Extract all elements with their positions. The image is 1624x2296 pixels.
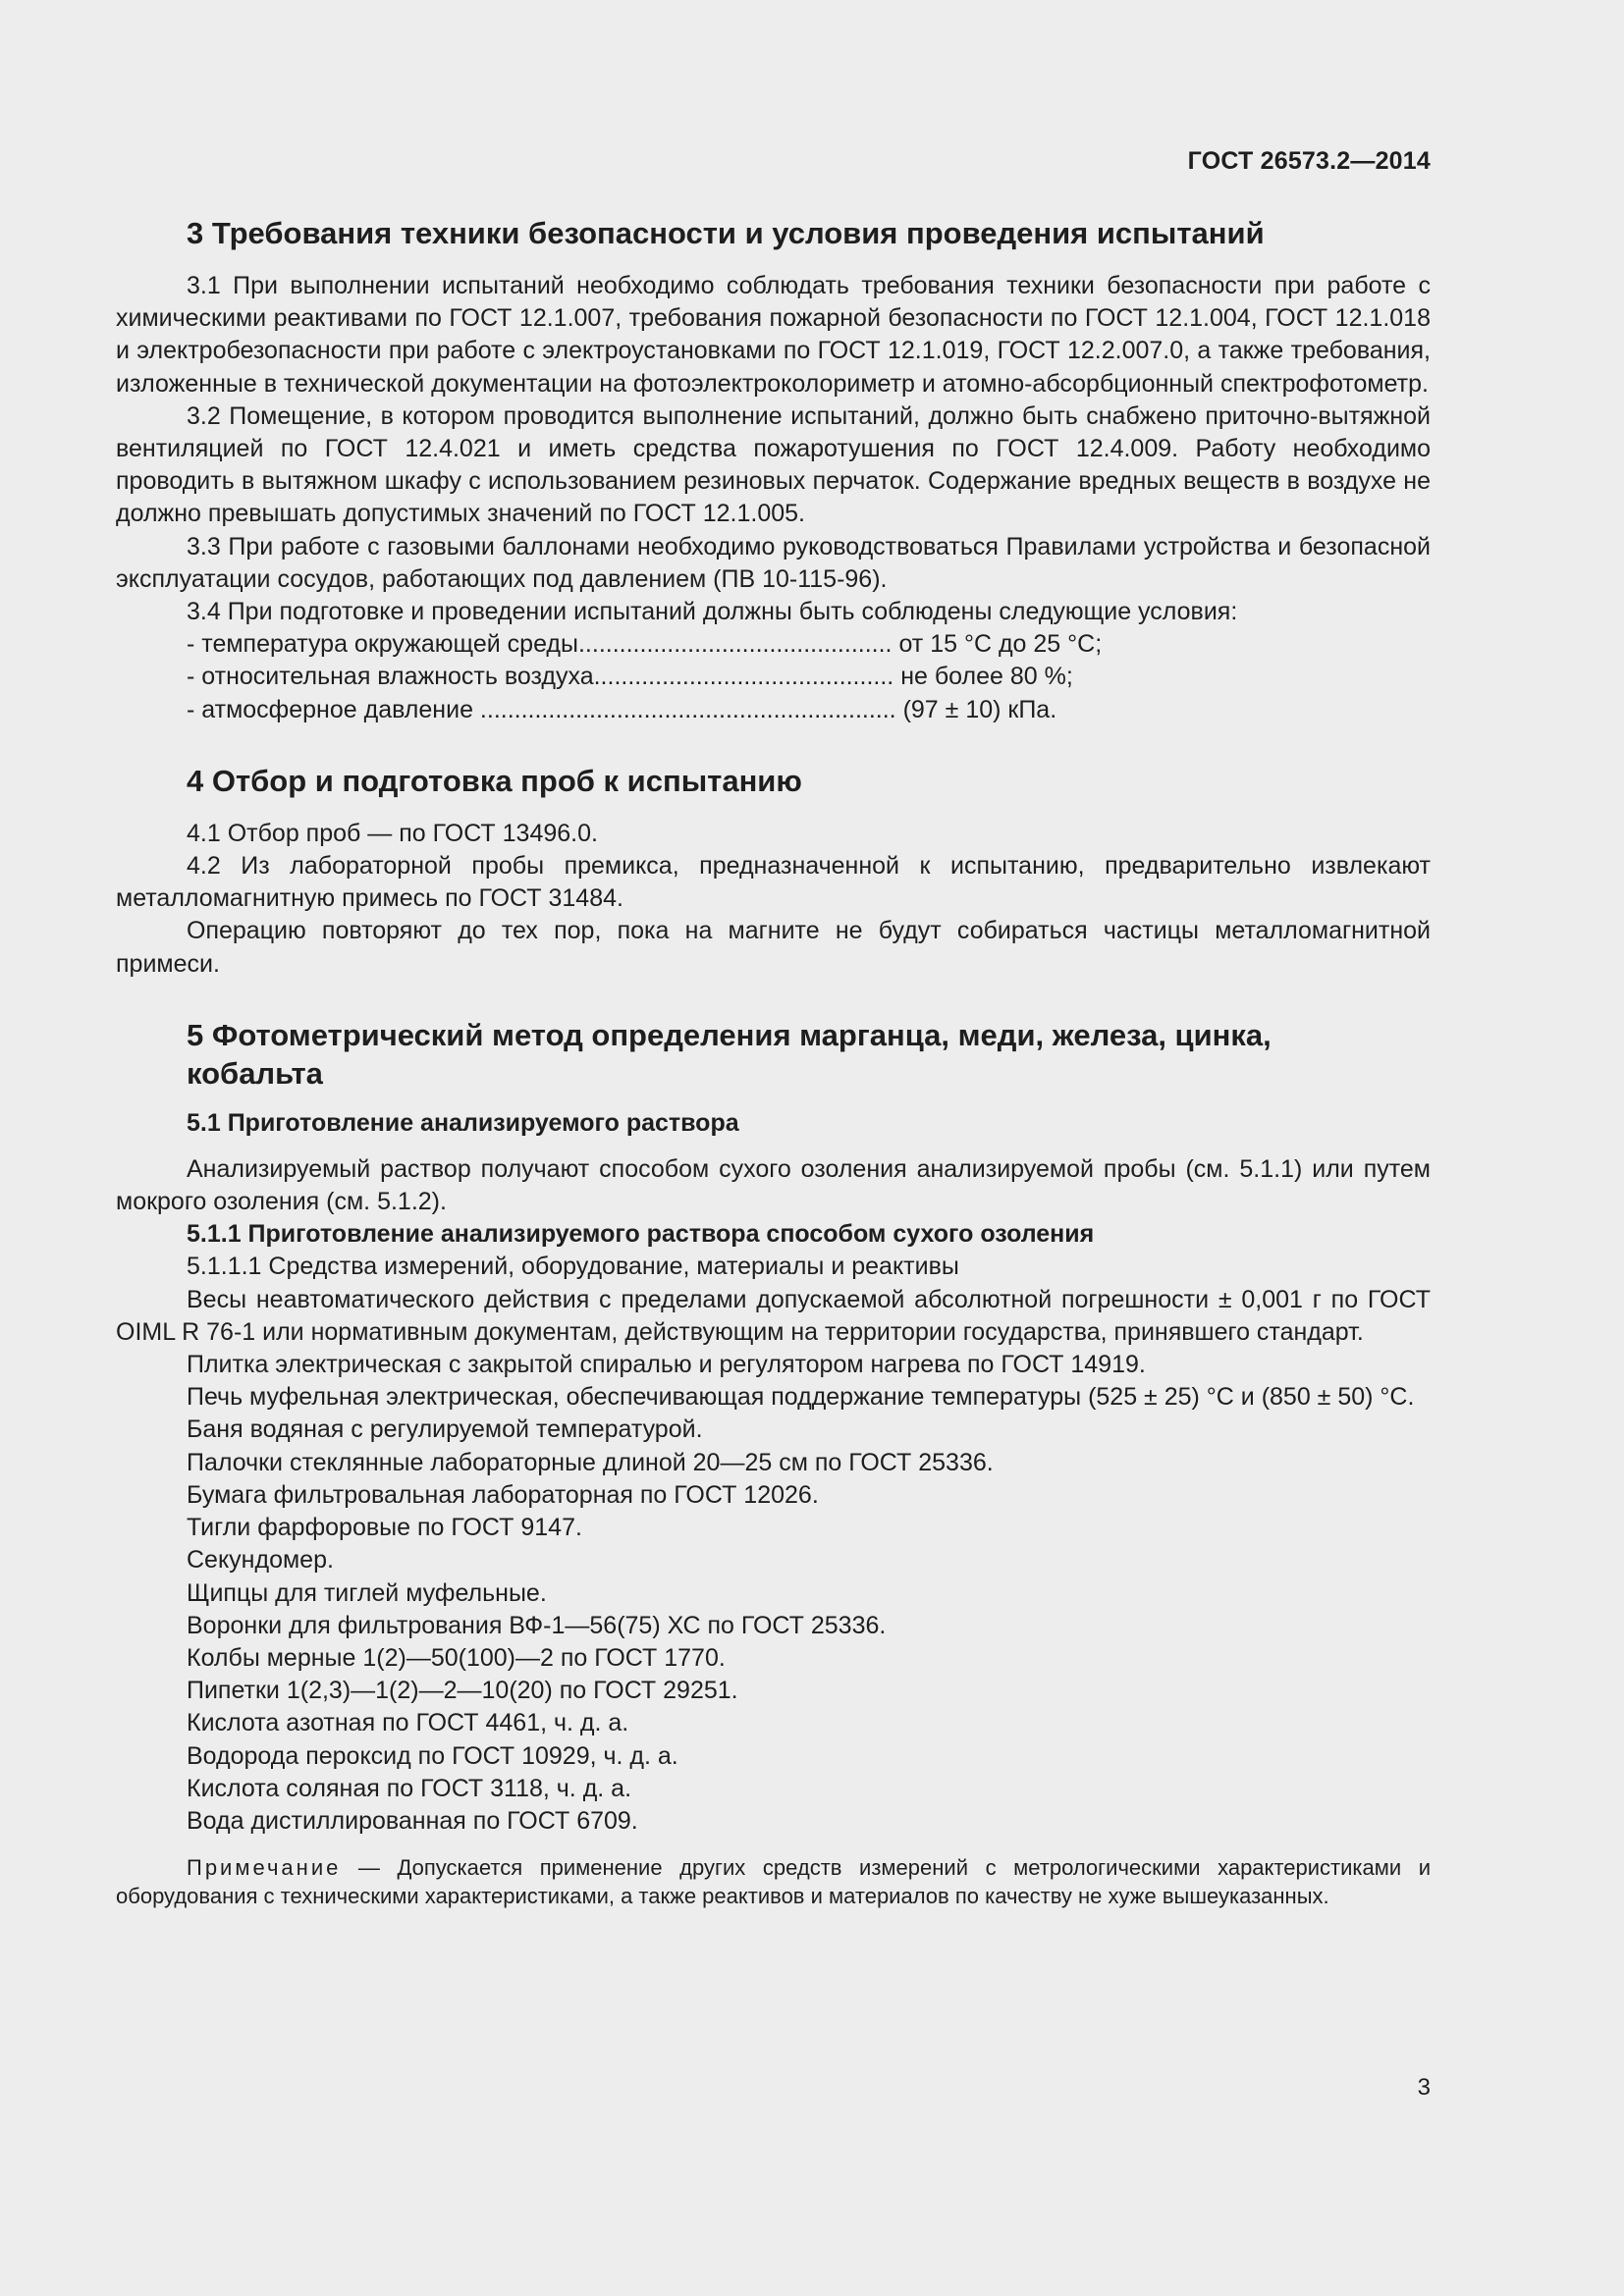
leader-dots: ............................................................. bbox=[479, 695, 896, 723]
list-item: Баня водяная с регулируемой температурой. bbox=[187, 1415, 703, 1444]
list-item: Воронки для фильтрования ВФ-1—56(75) ХС по ГОСТ 25336. bbox=[187, 1611, 887, 1639]
leader-dots: .............................................. bbox=[577, 630, 893, 659]
condition-value: не более 80 %; bbox=[900, 663, 1073, 691]
list-item: Колбы мерные 1(2)—50(100)—2 по ГОСТ 1770. bbox=[187, 1643, 726, 1672]
paragraph-3-3: 3.3 При работе с газовыми баллонами необходимо руководствоваться Правилами устройства и безопасной эксплуатации сосудов, работающих под давлением (ПВ 10-115-96). bbox=[116, 532, 1431, 593]
list-item: Щипцы для тиглей муфельные. bbox=[187, 1578, 547, 1607]
list-item: Бумага фильтровальная лабораторная по ГОСТ 12026. bbox=[187, 1480, 819, 1509]
section-4-title: 4 Отбор и подготовка проб к испытанию bbox=[187, 763, 802, 798]
paragraph-3-2: 3.2 Помещение, в котором проводится выполнение испытаний, должно быть снабжено приточно-вытяжной вентиляцией по ГОСТ 12.4.021 и иметь средства пожаротушения по ГОСТ 12.4.009. Работу необходимо проводить в вытяжном шкафу с использованием резиновых перчаток. Содержание вредных веществ в воздухе не должно превышать допустимых значений по ГОСТ 12.1.005. bbox=[116, 401, 1431, 528]
section-5-title-line-2: кобальта bbox=[187, 1055, 323, 1091]
list-item: Пипетки 1(2,3)—1(2)—2—10(20) по ГОСТ 29251. bbox=[187, 1677, 738, 1705]
condition-label: - относительная влажность воздуха bbox=[187, 663, 594, 691]
list-item: Кислота соляная по ГОСТ 3118, ч. д. а. bbox=[187, 1774, 632, 1802]
note-label: Примечание bbox=[187, 1855, 342, 1881]
paragraph-4-3: Операцию повторяют до тех пор, пока на магните не будут собираться частицы металломагнитной примеси. bbox=[116, 917, 1431, 978]
page-number: 3 bbox=[1417, 2074, 1431, 2101]
page-content bbox=[116, 214, 1431, 1910]
list-item: Палочки стеклянные лабораторные длиной 20—25 см по ГОСТ 25336. bbox=[187, 1448, 994, 1476]
subsection-5-1-title: 5.1 Приготовление анализируемого раствора bbox=[187, 1108, 739, 1137]
condition-label: - температура окружающей среды bbox=[187, 630, 578, 659]
note bbox=[116, 1853, 1431, 1910]
condition-value: (97 ± 10) кПа. bbox=[902, 695, 1057, 723]
condition-temperature bbox=[116, 628, 1431, 661]
condition-value: от 15 °С до 25 °С; bbox=[898, 630, 1103, 659]
leader-dots: ............................................ bbox=[593, 663, 894, 691]
section-3-title: 3 Требования техники безопасности и условия проведения испытаний bbox=[187, 216, 1265, 250]
list-item: Вода дистиллированная по ГОСТ 6709. bbox=[187, 1806, 638, 1835]
condition-humidity bbox=[116, 661, 1431, 693]
section-5-title bbox=[116, 1016, 1431, 1093]
condition-pressure bbox=[116, 694, 1431, 726]
paragraph-furnace: Печь муфельная электрическая, обеспечивающая поддержание температуры (525 ± 25) °С и (850 ± 50) °С. bbox=[187, 1383, 1415, 1412]
paragraph-plate: Плитка электрическая с закрытой спиралью и регулятором нагрева по ГОСТ 14919. bbox=[187, 1351, 1146, 1379]
paragraph-4-1: 4.1 Отбор проб — по ГОСТ 13496.0. bbox=[187, 819, 598, 847]
section-5-title-line-1: 5 Фотометрический метод определения марганца, меди, железа, цинка, bbox=[187, 1017, 1272, 1052]
paragraph-scales: Весы неавтоматического действия с пределами допускаемой абсолютной погрешности ± 0,001 г по ГОСТ OIML R 76-1 или нормативным документам, действующим на территории государства, принявшего стандарт. bbox=[116, 1285, 1431, 1346]
list-item: Тигли фарфоровые по ГОСТ 9147. bbox=[187, 1514, 582, 1542]
paragraph-5-1: Анализируемый раствор получают способом сухого озоления анализируемой пробы (см. 5.1.1) или путем мокрого озоления (см. 5.1.2). bbox=[116, 1154, 1431, 1216]
list-item: Секундомер. bbox=[187, 1546, 334, 1575]
paragraph-3-1: 3.1 При выполнении испытаний необходимо соблюдать требования техники безопасности при работе с химическими реактивами по ГОСТ 12.1.007, требования пожарной безопасности по ГОСТ 12.1.004, ГОСТ 12.1.018 и электробезопасности при работе с электроустановками по ГОСТ 12.1.019, ГОСТ 12.2.007.0, а также требования, изложенные в технической документации на фотоэлектроколориметр и атомно-абсорбционный спектрофотометр. bbox=[116, 272, 1431, 398]
subsection-5-1-1-1-title: 5.1.1.1 Средства измерений, оборудование, материалы и реактивы bbox=[187, 1253, 959, 1281]
subsection-5-1-1-title: 5.1.1 Приготовление анализируемого раствора способом сухого озоления bbox=[187, 1220, 1095, 1249]
condition-label: - атмосферное давление bbox=[187, 695, 473, 723]
standard-code: ГОСТ 26573.2—2014 bbox=[1187, 147, 1431, 175]
list-item: Водорода пероксид по ГОСТ 10929, ч. д. а. bbox=[187, 1741, 678, 1770]
paragraph-3-4: 3.4 При подготовке и проведении испытаний должны быть соблюдены следующие условия: bbox=[187, 598, 1238, 626]
note-text: — Допускается применение других средств измерений с метрологическими характеристиками и оборудования с техническими характеристиками, а также реактивов и материалов по качеству не хуже вышеуказанных. bbox=[116, 1855, 1431, 1909]
equipment-list bbox=[116, 1414, 1431, 1838]
paragraph-4-2: 4.2 Из лабораторной пробы премикса, предназначенной к испытанию, предварительно извлекают металломагнитную примесь по ГОСТ 31484. bbox=[116, 852, 1431, 913]
list-item: Кислота азотная по ГОСТ 4461, ч. д. а. bbox=[187, 1709, 629, 1737]
